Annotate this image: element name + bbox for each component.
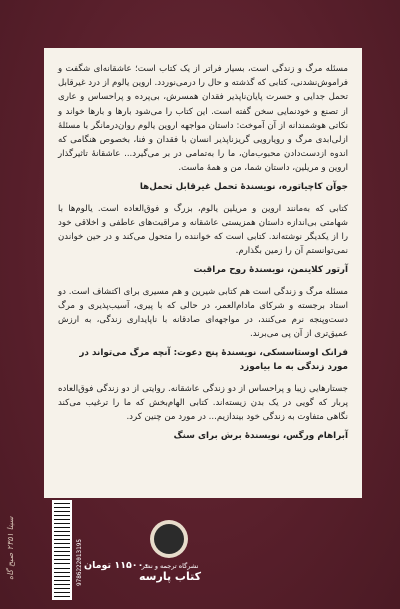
publisher-subtitle: نشرگاه ترجمه و نشر	[141, 562, 199, 570]
price-label: ۱۱۵۰۰۰ تومان	[84, 560, 150, 571]
blurb-author-1: جوآن کاچیاتوره، نویسندهٔ تحمل غیرقابل تحمل‌ها	[139, 181, 348, 192]
publisher-title: کتاب پارسه	[139, 570, 201, 583]
blurb-panel	[44, 48, 362, 498]
blurb-text-2: کتابی که به‌مانند اروین و مریلین یالوم، بزرگ و فوق‌العاده است. یالوم‌ها با شهامتی بی‌اندازه داستان همزیستی عاشقانه و مراقبت‌های عاطفی و اخلاقی خود را از یکدیگر نوشته‌اند. کتابی است که خواننده را متحول می‌کند و در حین خواندن نمی‌توانستم آن را زمین بگذارم.	[58, 203, 348, 257]
barcode-digits: 9786222013195	[76, 539, 83, 586]
blurb-author-3: فرانک اوستاسسکی، نویسندهٔ پنج دعوت: آنچه مرگ می‌تواند در مورد زندگی به ما بیاموزد	[79, 347, 348, 372]
publisher-name	[130, 562, 210, 583]
blurb-text-3: مسئله مرگ و زندگی است هم کتابی شیرین و هم مسیری برای اکتشاف است. دو استاد برجسته و شرکای مادام‌العمر، در حالی که با پیری، آسیب‌پذیری و مرگ دست‌وپنجه نرم می‌کنند، در مواجهه‌ای صادقانه با ناپایداری زندگی، به ارزش عمیق‌تری از آن پی می‌برند.	[58, 286, 348, 340]
blurb-text-1: مسئله مرگ و زندگی است، بسیار فراتر از یک کتاب است؛ عاشقانه‌ای شگفت و فراموش‌نشدنی، کتابی که گذشته و حال را درمی‌نوردد. اروین یالوم از درد غیرقابل تحمل جدایی و حسرت پایان‌ناپذیر فقدان همسرش، بی‌پرده و پراحساس و عاری از تصنع و خودنمایی سخن گفته است. این کتاب را می‌شود بارها و بارها خواند و نکاتی هوشمندانه از آن آموخت: داستان مواجهه اروین یالوم روان‌درمانگر با مسئلهٔ ازلی‌ابدی مرگ و رویارویی گریزناپذیر انسان با فقدان و فنا، بخصوص هنگامی که اندوه ازدست‌دادن محبوب‌مان، ما را به‌تمامی در بر می‌گیرد... عاشقانهٔ تاثیرگذار اروین و مریلین، داستان شما، من و همهٔ ماست.	[58, 64, 348, 174]
handwritten-signature: سینا ۲۳۵۱ صبح گاه	[6, 516, 15, 580]
publisher-logo-icon	[150, 520, 188, 558]
barcode	[52, 500, 72, 600]
blurb-author-4: آبراهام ورگس، نویسندهٔ برش برای سنگ	[173, 430, 348, 441]
blurb-text-4: جستارهایی زیبا و پراحساس از دو زندگی عاشقانه. روایتی از دو زندگی فوق‌العاده پربار که گویی در یک بدن زیسته‌اند. کتابی الهام‌بخش که ما را ترغیب می‌کند نگاهی متفاوت به زندگی خود بیندازیم... در مورد من چنین کرد.	[58, 384, 348, 423]
blurb-author-2: آرتور کلاینمن، نویسندهٔ روح مراقبت	[193, 264, 348, 275]
